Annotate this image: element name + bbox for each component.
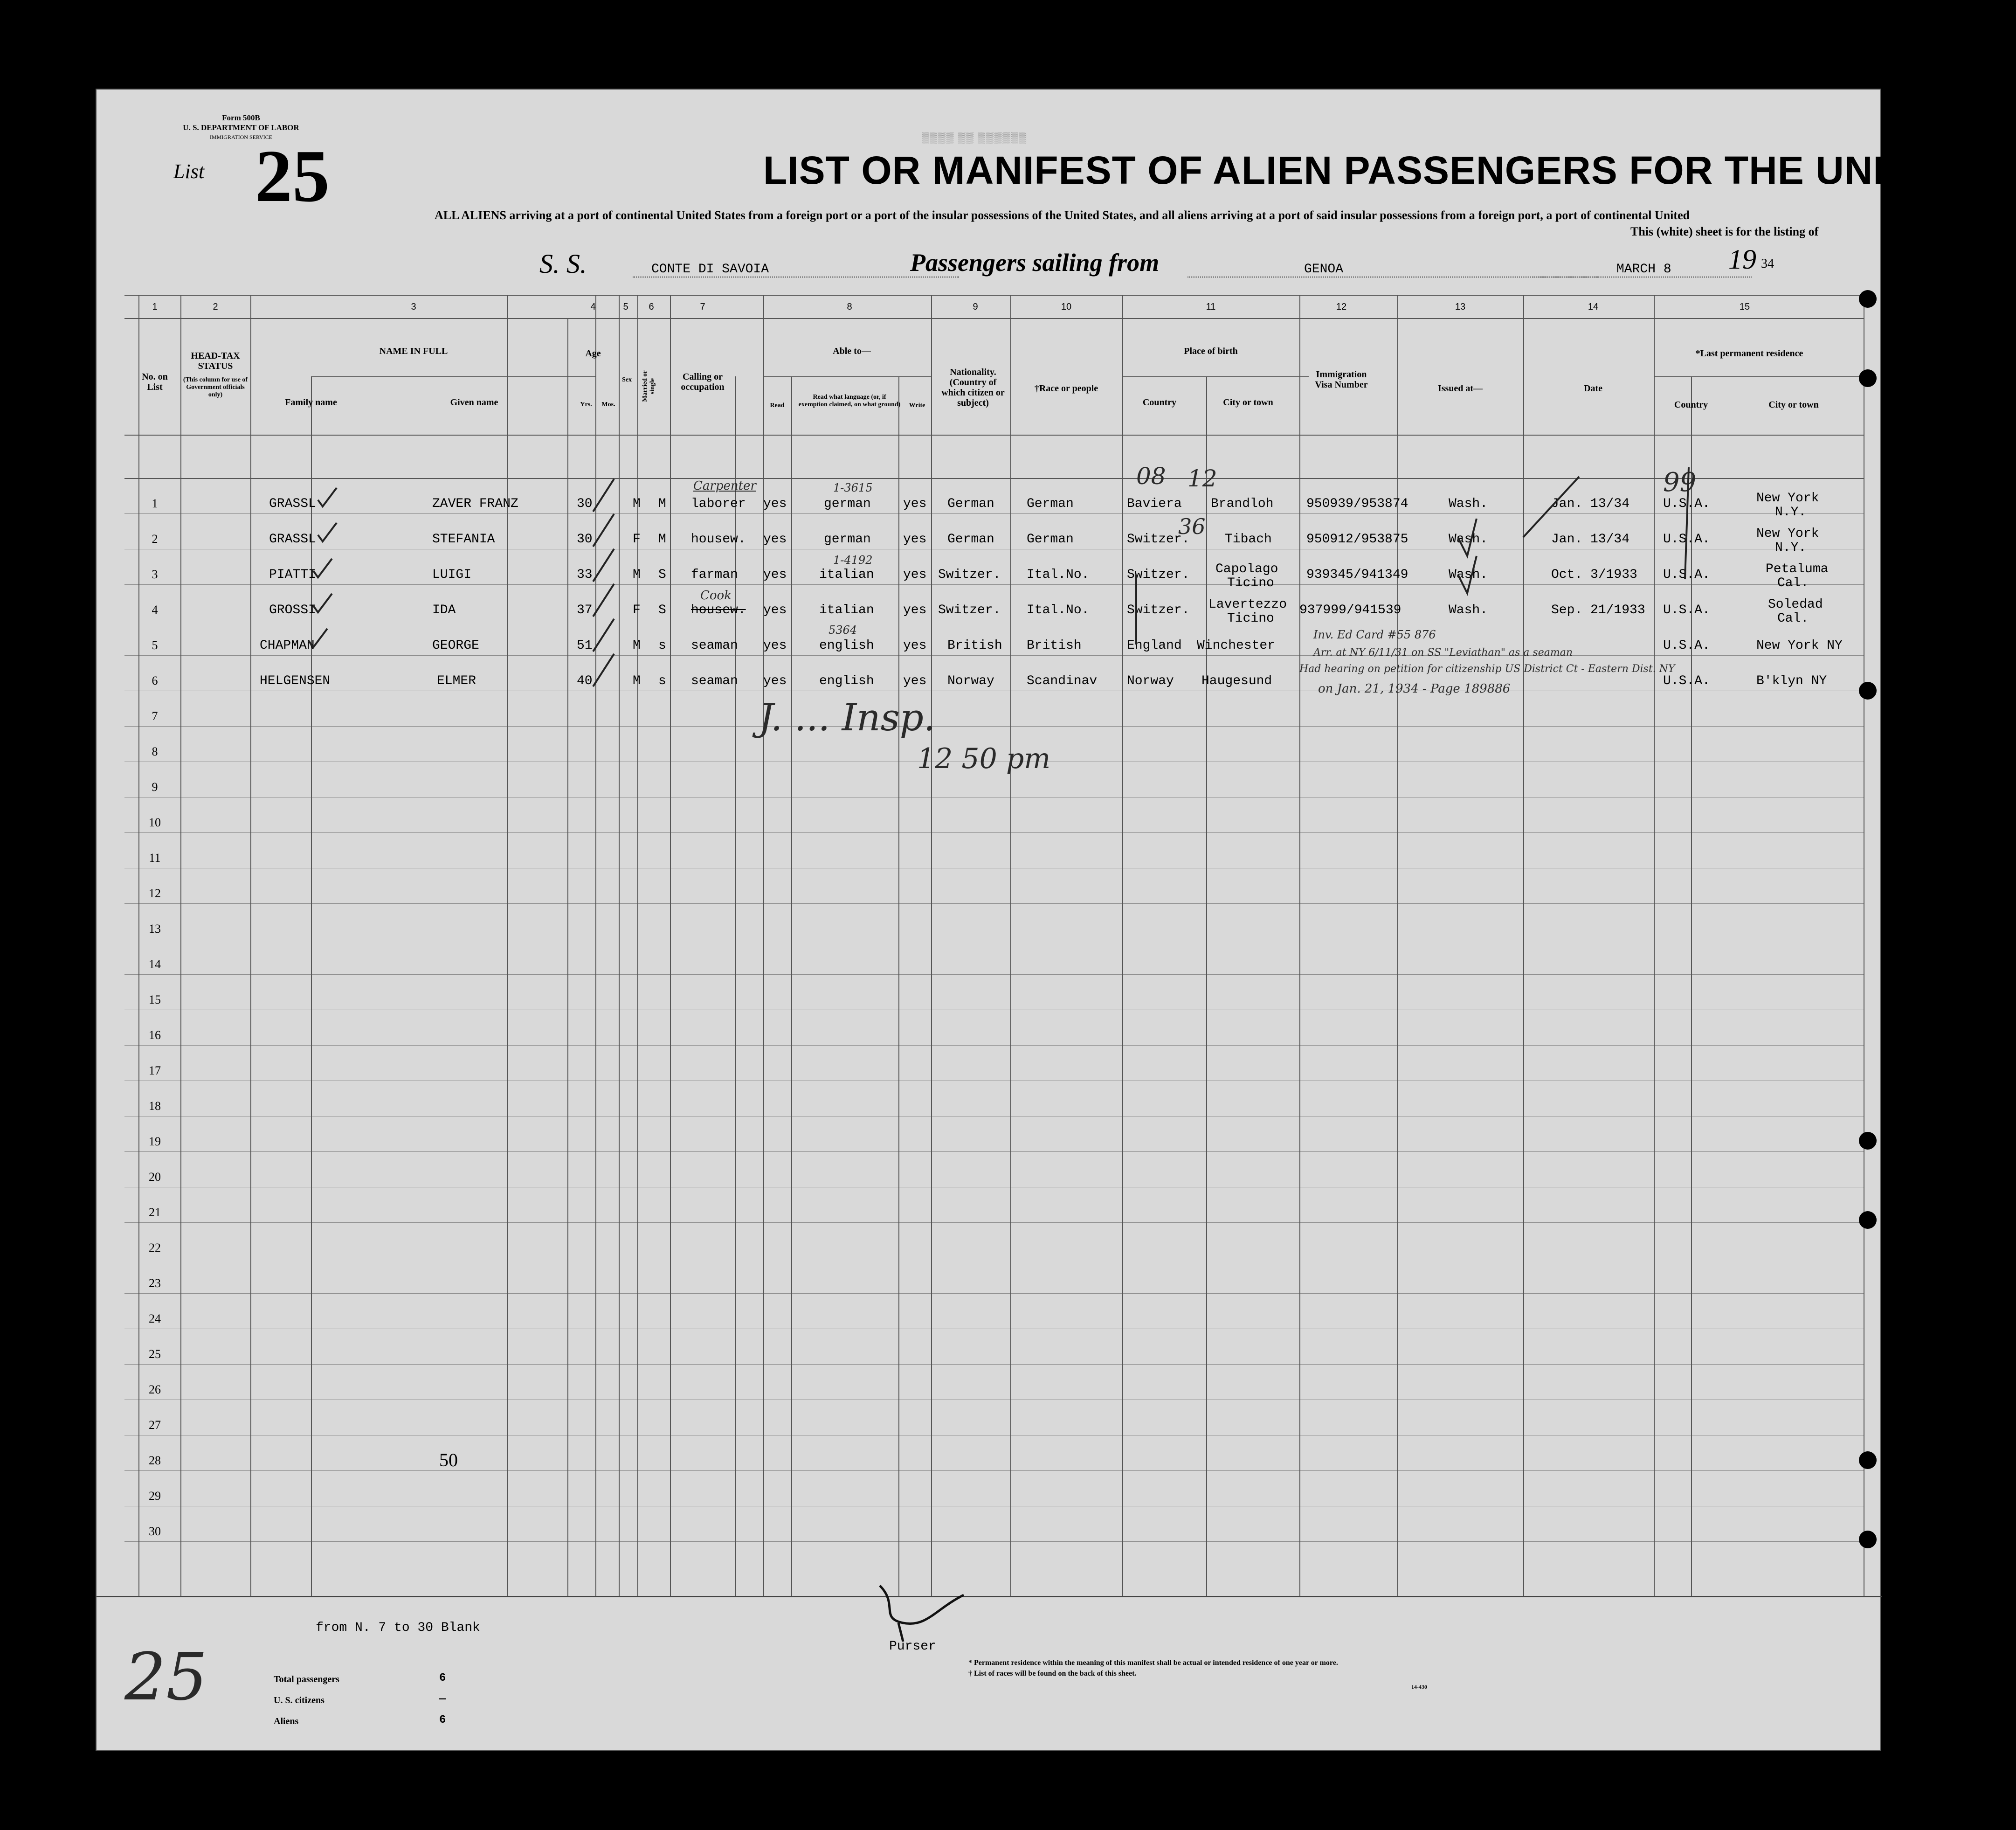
annotation-mark-99: 99	[1663, 467, 1697, 498]
aliens-value: 6	[439, 1714, 446, 1726]
race: German	[1027, 532, 1074, 547]
header-married: Married or single	[642, 370, 656, 402]
header-residence: *Last permanent residence	[1695, 348, 1803, 359]
manifest-sheet	[96, 89, 1964, 1751]
header-race: †Race or people	[1034, 383, 1098, 394]
sex: M	[633, 638, 641, 653]
slash-mark-icon	[593, 549, 614, 582]
header-read: Read	[770, 402, 785, 409]
slash-mark-icon	[1523, 477, 1579, 537]
col-num-1: 1	[152, 302, 158, 312]
language: german	[824, 497, 871, 511]
page-title: LIST OR MANIFEST OF ALIEN PASSENGERS FOR THE UNITED	[763, 148, 1964, 192]
row-number: 6	[152, 674, 158, 687]
can-write: yes	[903, 603, 927, 617]
family-name: GROSSI	[269, 603, 316, 617]
residence-country: U.S.A.	[1663, 497, 1710, 511]
row-number: 21	[149, 1206, 161, 1219]
header-write: Write	[909, 402, 925, 409]
slash-mark-icon	[593, 479, 614, 512]
header-head-tax: HEAD-TAX STATUS	[191, 351, 240, 371]
age-years: 40	[577, 674, 593, 688]
sailing-label: Passengers sailing from	[910, 249, 1160, 277]
race: British	[1027, 638, 1082, 653]
age-years: 30	[577, 532, 593, 547]
annotation-lang-3: 1-4192	[833, 554, 873, 567]
hole-icon	[1859, 1451, 1877, 1469]
birth-city: Lavertezzo	[1208, 597, 1287, 612]
hole-icon	[1859, 290, 1877, 308]
visa-number: 950912/953875	[1306, 532, 1408, 547]
language: english	[819, 638, 874, 653]
col-num-7: 7	[700, 302, 705, 312]
can-write: yes	[903, 674, 927, 688]
birth-country: Norway	[1127, 674, 1174, 688]
can-write: yes	[903, 638, 927, 653]
checkmark-icon	[318, 523, 337, 541]
row-number: 15	[149, 993, 161, 1006]
residence-country: U.S.A.	[1663, 638, 1710, 653]
header-place-of-birth: Place of birth	[1184, 346, 1238, 356]
row-number: 13	[149, 922, 161, 936]
header-age: Age	[585, 348, 601, 359]
checkmark-icon	[313, 594, 332, 612]
header-visa: Immigration Visa Number	[1315, 369, 1368, 390]
issued-at: Wash.	[1449, 568, 1488, 582]
col-num-9: 9	[973, 302, 978, 312]
header-sex: Sex	[622, 376, 632, 383]
header-family-name: Family name	[285, 397, 337, 408]
row-number: 3	[152, 568, 158, 581]
row-number: 24	[149, 1312, 161, 1325]
header-res-country: Country	[1674, 400, 1708, 410]
col-num-12: 12	[1336, 302, 1347, 312]
age-years: 33	[577, 568, 593, 582]
can-read: yes	[763, 603, 787, 617]
purser-label: Purser	[889, 1639, 936, 1654]
nationality: Switzer.	[938, 568, 1001, 582]
hole-icon	[1859, 682, 1877, 700]
col-num-5: 5	[623, 302, 628, 312]
form-number: Form 500B	[222, 113, 260, 122]
row-number: 11	[149, 851, 161, 865]
checkmark-icon	[313, 559, 332, 577]
visa-number: 950939/953874	[1306, 497, 1408, 511]
ship-label: S. S.	[539, 249, 587, 279]
birth-country: Baviera	[1127, 497, 1182, 511]
row-number: 7	[152, 709, 158, 723]
form-code: 14-430	[1411, 1684, 1427, 1690]
race: Ital.No.	[1027, 568, 1090, 582]
total-passengers-value: 6	[439, 1672, 446, 1684]
header-given-name: Given name	[450, 397, 498, 408]
nationality: Norway	[947, 674, 994, 688]
family-name: PIATTI	[269, 568, 316, 582]
given-name: ZAVER FRANZ	[432, 497, 518, 511]
footnote-races: † List of races will be found on the back of this sheet.	[968, 1670, 1137, 1678]
subtitle: ALL ALIENS arriving at a port of continental United States from a foreign port or a port of the insular possessions of the United States, and all aliens arriving at a port of said insular possessions from a foreign port, a port of continental United	[435, 208, 1690, 222]
visa-date: Jan. 13/34	[1551, 497, 1630, 511]
row-number: 29	[149, 1489, 161, 1503]
slash-mark-icon	[593, 584, 614, 617]
handwritten-marks	[124, 295, 1864, 1596]
family-name: GRASSL	[269, 497, 316, 511]
us-citizens-label: U. S. citizens	[274, 1695, 324, 1705]
row-number: 16	[149, 1028, 161, 1042]
annotation-mark-08: 08	[1136, 463, 1166, 490]
annotation-mark-12: 12	[1188, 465, 1217, 492]
nationality: German	[947, 532, 994, 547]
col-num-8: 8	[847, 302, 852, 312]
blank-rows-note: from N. 7 to 30 Blank	[316, 1621, 480, 1635]
header-name-in-full: NAME IN FULL	[379, 346, 448, 356]
row-number: 5	[152, 638, 158, 652]
residence-city: Soledad	[1768, 597, 1823, 612]
birth-city: Tibach	[1225, 532, 1272, 547]
visa-date: Oct. 3/1933	[1551, 568, 1637, 582]
residence-city-2: N.Y.	[1775, 541, 1807, 555]
annotation-occupation-1: Carpenter	[693, 479, 756, 493]
birth-city: Winchester	[1197, 638, 1276, 653]
can-write: yes	[903, 497, 927, 511]
family-name: HELGENSEN	[260, 674, 331, 688]
given-name: LUIGI	[432, 568, 472, 582]
footer	[97, 1596, 1882, 1754]
row-number: 2	[152, 532, 158, 546]
annotation-note-row5b: Arr. at NY 6/11/31 on SS "Leviathan" as a seaman	[1313, 647, 1573, 659]
ship-name-text: CONTE DI SAVOIA	[651, 262, 769, 277]
hole-icon	[1859, 1211, 1877, 1229]
annotation-lang-5: 5364	[828, 624, 857, 637]
marital-status: S	[658, 603, 666, 617]
header-birth-city: City or town	[1223, 397, 1273, 408]
header-read-lang: Read what language (or, if exemption claimed, on what ground)	[798, 394, 901, 408]
annotation-note-row6: Had hearing on petition for citizenship US District Ct - Eastern Dist. NY	[1299, 663, 1675, 675]
year-prefix: 19	[1728, 244, 1756, 275]
can-read: yes	[763, 674, 787, 688]
checkmark-icon	[309, 629, 327, 647]
sex: M	[633, 568, 641, 582]
col-num-13: 13	[1455, 302, 1466, 312]
can-write: yes	[903, 532, 927, 547]
birth-country: England	[1127, 638, 1182, 653]
birth-country: Switzer.	[1127, 603, 1190, 617]
marital-status: M	[658, 497, 666, 511]
faint-stamp: ▒▒▒▒ ▒▒ ▒▒▒▒▒▒	[922, 132, 1028, 143]
visa-date: Sep. 21/1933	[1551, 603, 1645, 617]
given-name: IDA	[432, 603, 456, 617]
list-number: 25	[255, 134, 330, 217]
sex: F	[633, 603, 641, 617]
can-read: yes	[763, 638, 787, 653]
occupation: laborer	[691, 497, 746, 511]
row-number: 26	[149, 1383, 161, 1396]
header-no-on-list: No. on List	[142, 372, 168, 392]
row-number: 12	[149, 887, 161, 900]
family-name: CHAPMAN	[260, 638, 315, 653]
list-label: List	[173, 160, 205, 183]
annotation-note-row5: Inv. Ed Card #55 876	[1313, 628, 1436, 641]
year-suffix: 34	[1761, 256, 1774, 271]
residence-city-2: N.Y.	[1775, 505, 1807, 520]
nationality: Switzer.	[938, 603, 1001, 617]
header-date: Date	[1584, 383, 1602, 394]
port-name: GENOA	[1304, 262, 1344, 277]
row-number: 10	[149, 816, 161, 829]
header-mos: Mos.	[601, 401, 615, 408]
header-birth-country: Country	[1142, 397, 1177, 408]
race: Ital.No.	[1027, 603, 1090, 617]
header-res-city: City or town	[1768, 400, 1819, 410]
residence-city: New York NY	[1756, 638, 1843, 653]
marital-status: M	[658, 532, 666, 547]
can-read: yes	[763, 497, 787, 511]
occupation: housew.	[691, 603, 746, 617]
annotation-occupation-4: Cook	[700, 589, 732, 603]
marital-status: S	[658, 568, 666, 582]
residence-city: New York	[1756, 491, 1819, 506]
birth-country: Switzer.	[1127, 568, 1190, 582]
aliens-label: Aliens	[274, 1716, 299, 1726]
row-number: 30	[149, 1525, 161, 1538]
subtitle-2: This (white) sheet is for the listing of	[1630, 225, 1819, 238]
language: english	[819, 674, 874, 688]
col-num-4: 4	[590, 302, 596, 312]
row-number: 25	[149, 1347, 161, 1361]
col-num-2: 2	[213, 302, 218, 312]
occupation: seaman	[691, 674, 738, 688]
can-read: yes	[763, 568, 787, 582]
footnote-residence: * Permanent residence within the meaning of this manifest shall be actual or intended residence of one year or more.	[968, 1659, 1338, 1667]
occupation: farman	[691, 568, 738, 582]
col-num-11: 11	[1206, 302, 1216, 312]
sex: M	[633, 674, 641, 688]
sex: M	[633, 497, 641, 511]
residence-city: B'klyn NY	[1756, 674, 1827, 688]
language: italian	[819, 603, 874, 617]
hole-icon	[1859, 1132, 1877, 1150]
total-passengers-label: Total passengers	[274, 1674, 339, 1684]
marital-status: s	[658, 638, 666, 653]
occupation: seaman	[691, 638, 738, 653]
birth-city-2: Ticino	[1227, 576, 1274, 590]
row-number: 14	[149, 957, 161, 971]
hole-icon	[1859, 369, 1877, 387]
residence-city-2: Cal.	[1777, 576, 1809, 590]
row-number: 4	[152, 603, 158, 617]
row-number: 9	[152, 780, 158, 794]
nationality: German	[947, 497, 994, 511]
family-name: GRASSL	[269, 532, 316, 547]
service-name: IMMIGRATION SERVICE	[209, 134, 273, 140]
birth-country: Switzer.	[1127, 532, 1190, 547]
row-number: 20	[149, 1170, 161, 1184]
row-number: 19	[149, 1135, 161, 1148]
inspector-signature: J. ... Insp.	[759, 696, 936, 739]
age-years: 37	[577, 603, 593, 617]
age-years: 51	[577, 638, 593, 653]
residence-country: U.S.A.	[1663, 674, 1710, 688]
page-number-handwritten: 25	[124, 1639, 208, 1715]
slash-mark-icon	[593, 514, 614, 547]
birth-city-2: Ticino	[1227, 611, 1274, 626]
can-write: yes	[903, 568, 927, 582]
residence-country: U.S.A.	[1663, 532, 1710, 547]
us-citizens-value: —	[439, 1693, 446, 1705]
row28-mark: 50	[439, 1449, 458, 1470]
annotation-mark-36: 36	[1178, 514, 1206, 539]
date-field	[1533, 262, 1752, 277]
col-num-10: 10	[1061, 302, 1072, 312]
header-calling: Calling or occupation	[681, 372, 725, 392]
birth-city: Haugesund	[1201, 674, 1272, 688]
header-able-to: Able to—	[833, 346, 871, 356]
annotation-lang-1: 1-3615	[833, 481, 873, 494]
issued-at: Wash.	[1449, 603, 1488, 617]
checkmark-icon	[1458, 556, 1477, 593]
race: German	[1027, 497, 1074, 511]
col-num-15: 15	[1739, 302, 1750, 312]
annotation-time: 12 50 pm	[917, 742, 1051, 775]
birth-city: Brandloh	[1211, 497, 1274, 511]
header-nationality: Nationality. (Country of which citizen or subject)	[941, 367, 1005, 408]
residence-city: New York	[1756, 527, 1819, 541]
checkmark-icon	[318, 488, 337, 506]
row-number: 8	[152, 745, 158, 758]
row-number: 23	[149, 1276, 161, 1290]
given-name: STEFANIA	[432, 532, 495, 547]
residence-city: Petaluma	[1766, 562, 1829, 576]
col-num-3: 3	[411, 302, 416, 312]
language: german	[824, 532, 871, 547]
slash-mark-icon	[1685, 467, 1689, 579]
residence-country: U.S.A.	[1663, 603, 1710, 617]
can-read: yes	[763, 532, 787, 547]
residence-country: U.S.A.	[1663, 568, 1710, 582]
issued-at: Wash.	[1449, 497, 1488, 511]
manifest-table	[124, 295, 1864, 1596]
visa-date: Jan. 13/34	[1551, 532, 1630, 547]
given-name: GEORGE	[432, 638, 479, 653]
sex: F	[633, 532, 641, 547]
residence-city-2: Cal.	[1777, 611, 1809, 626]
visa-number: 937999/941539	[1299, 603, 1402, 617]
slash-mark-icon	[593, 654, 614, 686]
date-text: MARCH 8	[1616, 262, 1671, 277]
header-issued-at: Issued at—	[1437, 383, 1483, 394]
row-number: 22	[149, 1241, 161, 1255]
row-number: 1	[152, 497, 158, 510]
row-number: 18	[149, 1099, 161, 1113]
birth-city: Capolago	[1215, 562, 1278, 576]
occupation: housew.	[691, 532, 746, 547]
checkmark-icon	[1458, 519, 1477, 556]
department-name: U. S. DEPARTMENT OF LABOR	[183, 123, 299, 132]
header-head-tax-note: (This column for use of Government officials only)	[183, 376, 248, 398]
issued-at: Wash.	[1449, 532, 1488, 547]
visa-number: 939345/941349	[1306, 568, 1408, 582]
col-num-6: 6	[649, 302, 654, 312]
hole-icon	[1859, 1531, 1877, 1548]
col-num-14: 14	[1588, 302, 1599, 312]
row-number: 17	[149, 1064, 161, 1077]
age-years: 30	[577, 497, 593, 511]
purser-signature-icon	[870, 1576, 982, 1642]
annotation-note-row6b: on Jan. 21, 1934 - Page 189886	[1318, 682, 1511, 696]
language: italian	[819, 568, 874, 582]
nationality: British	[947, 638, 1002, 653]
given-name: ELMER	[437, 674, 476, 688]
slash-mark-icon	[593, 619, 614, 652]
row-number: 28	[149, 1454, 161, 1467]
marital-status: s	[658, 674, 666, 688]
header-yrs: Yrs.	[580, 401, 592, 408]
row-number: 27	[149, 1418, 161, 1432]
race: Scandinav	[1027, 674, 1098, 688]
